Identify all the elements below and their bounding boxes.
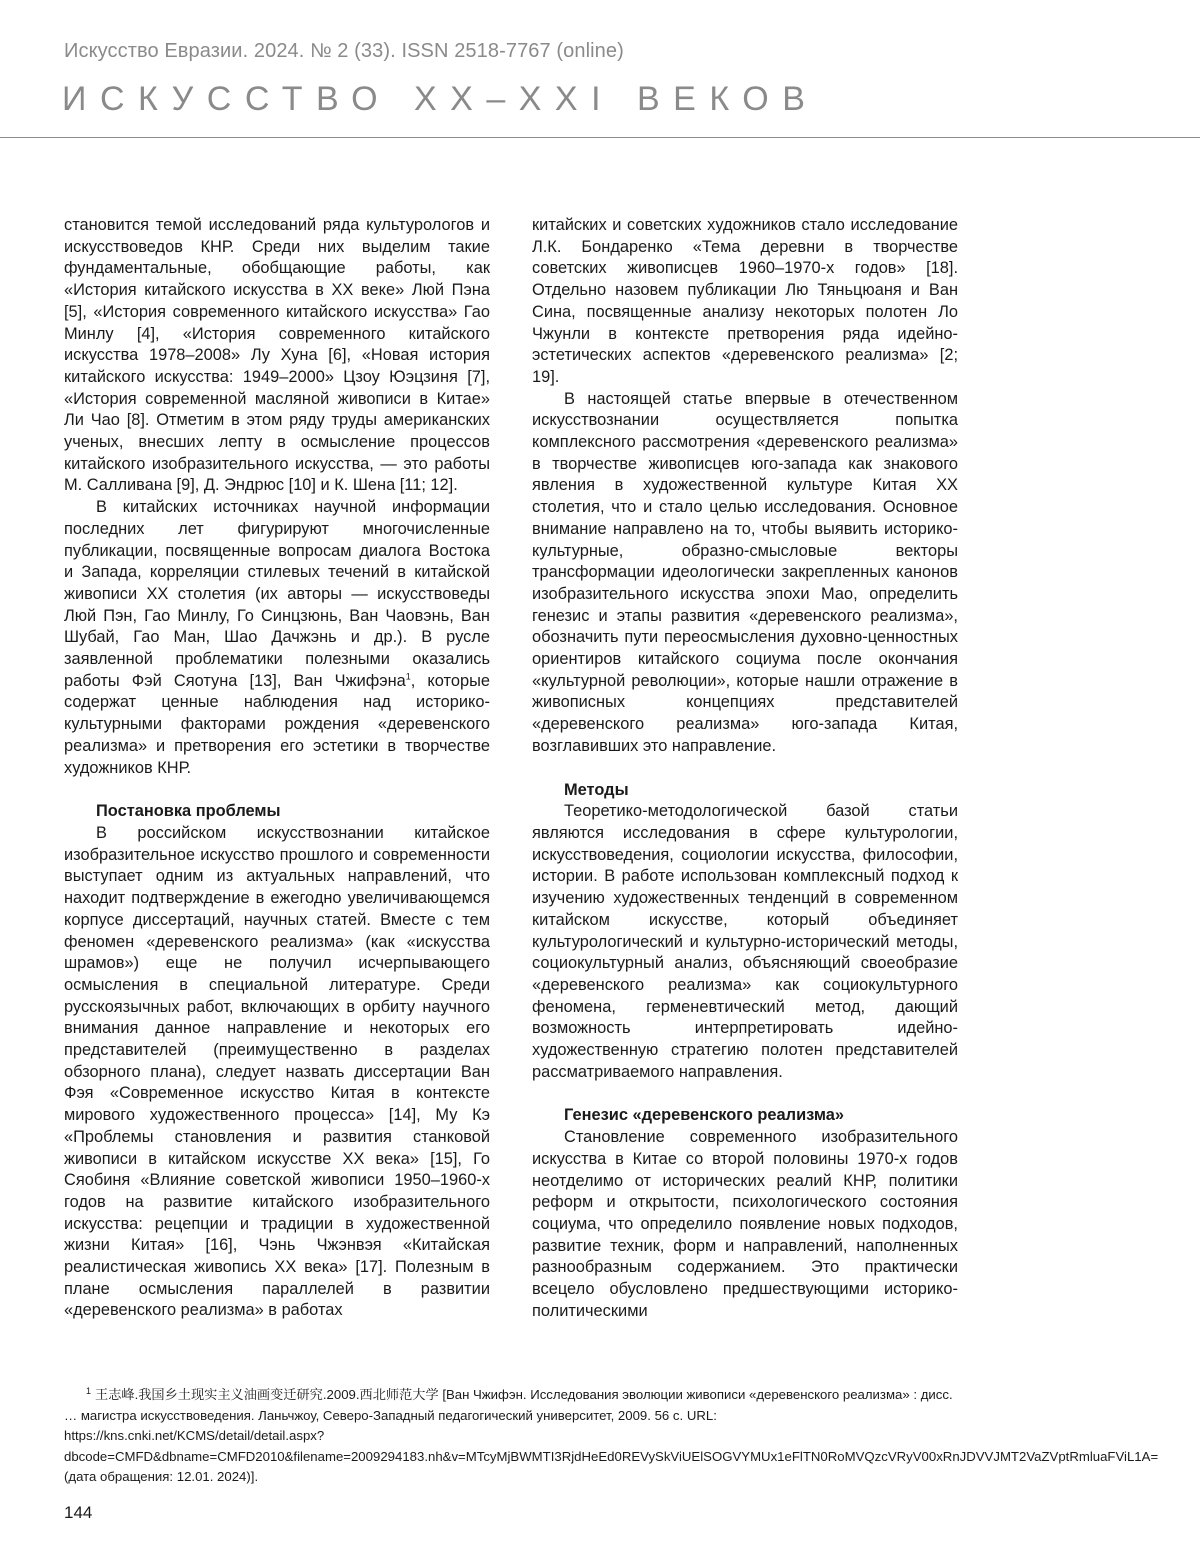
right-column <box>532 215 958 1322</box>
heading-genesis: Генезис «деревенского реализма» <box>564 1106 845 1125</box>
paragraph <box>64 497 490 779</box>
paragraph: становится темой исследований ряда культурологов и искусствоведов КНР. Среди них выделим такие фундаментальные, обобщающие работы, как «История китайского искусства в XX веке» Люй Пэна [5], «История современного китайского искусства» Гао Минлу [4], «История современного китайского искусства 1978–2008» Лу Хуна [6], «Новая история китайского искусства: 1949–2000» Цзоу Юэцзиня [7], «История современной масляной живописи в Китае» Ли Чао [8]. Отметим в этом ряду труды американских ученых, внесших лепту в осмысление процессов китайского изобразительного искусства, — это работы М. Салливана [9], Д. Эндрюс [10] и К. Шена [11; 12]. <box>64 216 490 495</box>
header-divider <box>0 137 1200 138</box>
footnote-reference[interactable]: 1 <box>405 671 411 682</box>
heading-problem-statement: Постановка проблемы <box>96 802 281 821</box>
footnote-marker: 1 <box>86 1385 92 1396</box>
journal-citation: Искусство Евразии. 2024. № 2 (33). ISSN 2518-7767 (online) <box>64 40 624 62</box>
footnote <box>64 1385 1159 1488</box>
heading-methods: Методы <box>564 780 629 799</box>
page-number: 144 <box>64 1503 93 1522</box>
footnote-text: 王志峰.我国乡土现实主义油画变迁研究.2009.西北师范大学 [Ван Чжифэн. Исследования эволюции живописи «деревенского реализма» : дисс. … магистра искусствоведения. Ланьчжоу, Северо-Западный педагогический университет, 2009. 56 с. URL: https://kns.cnki.net/KCMS/detail/detail.aspx?dbcode=CMFD&dbname=CMFD2010&filename=2009294183.nh&v=MTcyMjBWMTI3RjdHeEd0REVySkViUElSOGVYMUx1eFlTN0RoMVQzcVRyV00xRnJDVVJMT2VaZVptRmluaFViL1A= (дата обращения: 12.01. 2024)]. <box>64 1387 1159 1484</box>
paragraph: Теоретико-методологической базой статьи являются исследования в сфере культурологии, искусствоведения, социологии искусства, философии, истории. В работе использован комплексный подход к изучению художественных тенденций в современном китайском искусстве, который объединяет культурологический и культурно-исторический методы, социокультурный анализ, объясняющий своеобразие «деревенского реализма» как социокультурного феномена, герменевтический метод, дающий возможность интерпретировать идейно-художественную стратегию полотен представителей рассматриваемого направления. <box>532 802 958 1081</box>
paragraph: В российском искусствознании китайское изобразительное искусство прошлого и современности выступает одним из актуальных направлений, что находит подтверждение в ежегодно увеличивающемся корпусе диссертаций, научных статей. Вместе с тем феномен «деревенского реализма» (как «искусства шрамов») еще не получил исчерпывающего осмысления в специальной литературе. Среди русскоязычных работ, включающих в орбиту научного внимания данное направление и некоторых его представителей (преимущественно в разделах обзорного плана), следует назвать диссертации Ван Фэя «Современное искусство Китая в контексте мирового художественного процесса» [14], Му Кэ «Проблемы становления и развития станковой живописи в китайском искусстве XX века» [15], Го Сяобиня «Влияние советской живописи 1950–1960-х годов на развитие китайского изобразительного искусства: рецепции и традиции в художественной жизни Китая» [16], Чэнь Чжэнвэя «Китайская реалистическая живопись XX века» [17]. Полезным в плане осмысления параллелей в развитии «деревенского реализма» в работах <box>64 823 490 1320</box>
paragraph: китайских и советских художников стало исследование Л.К. Бондаренко «Тема деревни в творчестве советских живописцев 1960–1970-х годов» [18]. Отдельно назовем публикации Лю Тяньцюаня и Ван Сина, посвященные анализу некоторых полотен Ло Чжунли в контексте претворения ряда идейно-эстетических аспектов «деревенского реализма» [2; 19]. <box>532 216 958 386</box>
paragraph: В настоящей статье впервые в отечественном искусствознании осуществляется попытка комплексного рассмотрения «деревенского реализма» в творчестве живописцев юго-запада как знакового явления в художественной культуре Китая XX столетия, что и стало целью исследования. Основное внимание направлено на то, чтобы выявить историко-культурные, образно-смысловые векторы трансформации идеологически закрепленных канонов изобразительного искусства эпохи Мао, определить генезис и этапы развития «деревенского реализма», обозначить пути переосмысления духовно-ценностных ориентиров китайского социума после окончания «культурной революции», которые нашли отражение в живописных концепциях представителей «деревенского реализма» юго-запада Китая, возглавивших это направление. <box>532 389 958 755</box>
paragraph: Становление современного изобразительного искусства в Китае со второй половины 1970-х годов неотделимо от исторических реалий КНР, политики реформ и открытости, психологического состояния социума, что определило появление новых подходов, развитие техник, форм и направлений, наполненных разнообразным содержанием. Это практически всецело обусловлено предшествующими историко-политическими <box>532 1128 958 1320</box>
paragraph-text: , которые содержат ценные наблюдения над историко-культурными факторами рождения «деревенского реализма» и претворения его эстетики в творчестве художников КНР. <box>64 671 490 777</box>
section-title: ИСКУССТВО XX–XXI ВЕКОВ <box>62 80 819 118</box>
paragraph-text: В китайских источниках научной информации последних лет фигурируют многочисленные публикации, посвященные вопросам диалога Востока и Запада, корреляции стилевых течений в китайской живописи XX столетия (их авторы — искусствоведы Люй Пэн, Гао Минлу, Го Синцзюнь, Ван Чаовэнь, Ван Шубай, Гао Ман, Шао Дачжэнь и др.). В русле заявленной проблематики полезными оказались работы Фэй Сяотуна [13], Ван Чжифэна <box>64 498 490 690</box>
left-column <box>64 215 490 1322</box>
